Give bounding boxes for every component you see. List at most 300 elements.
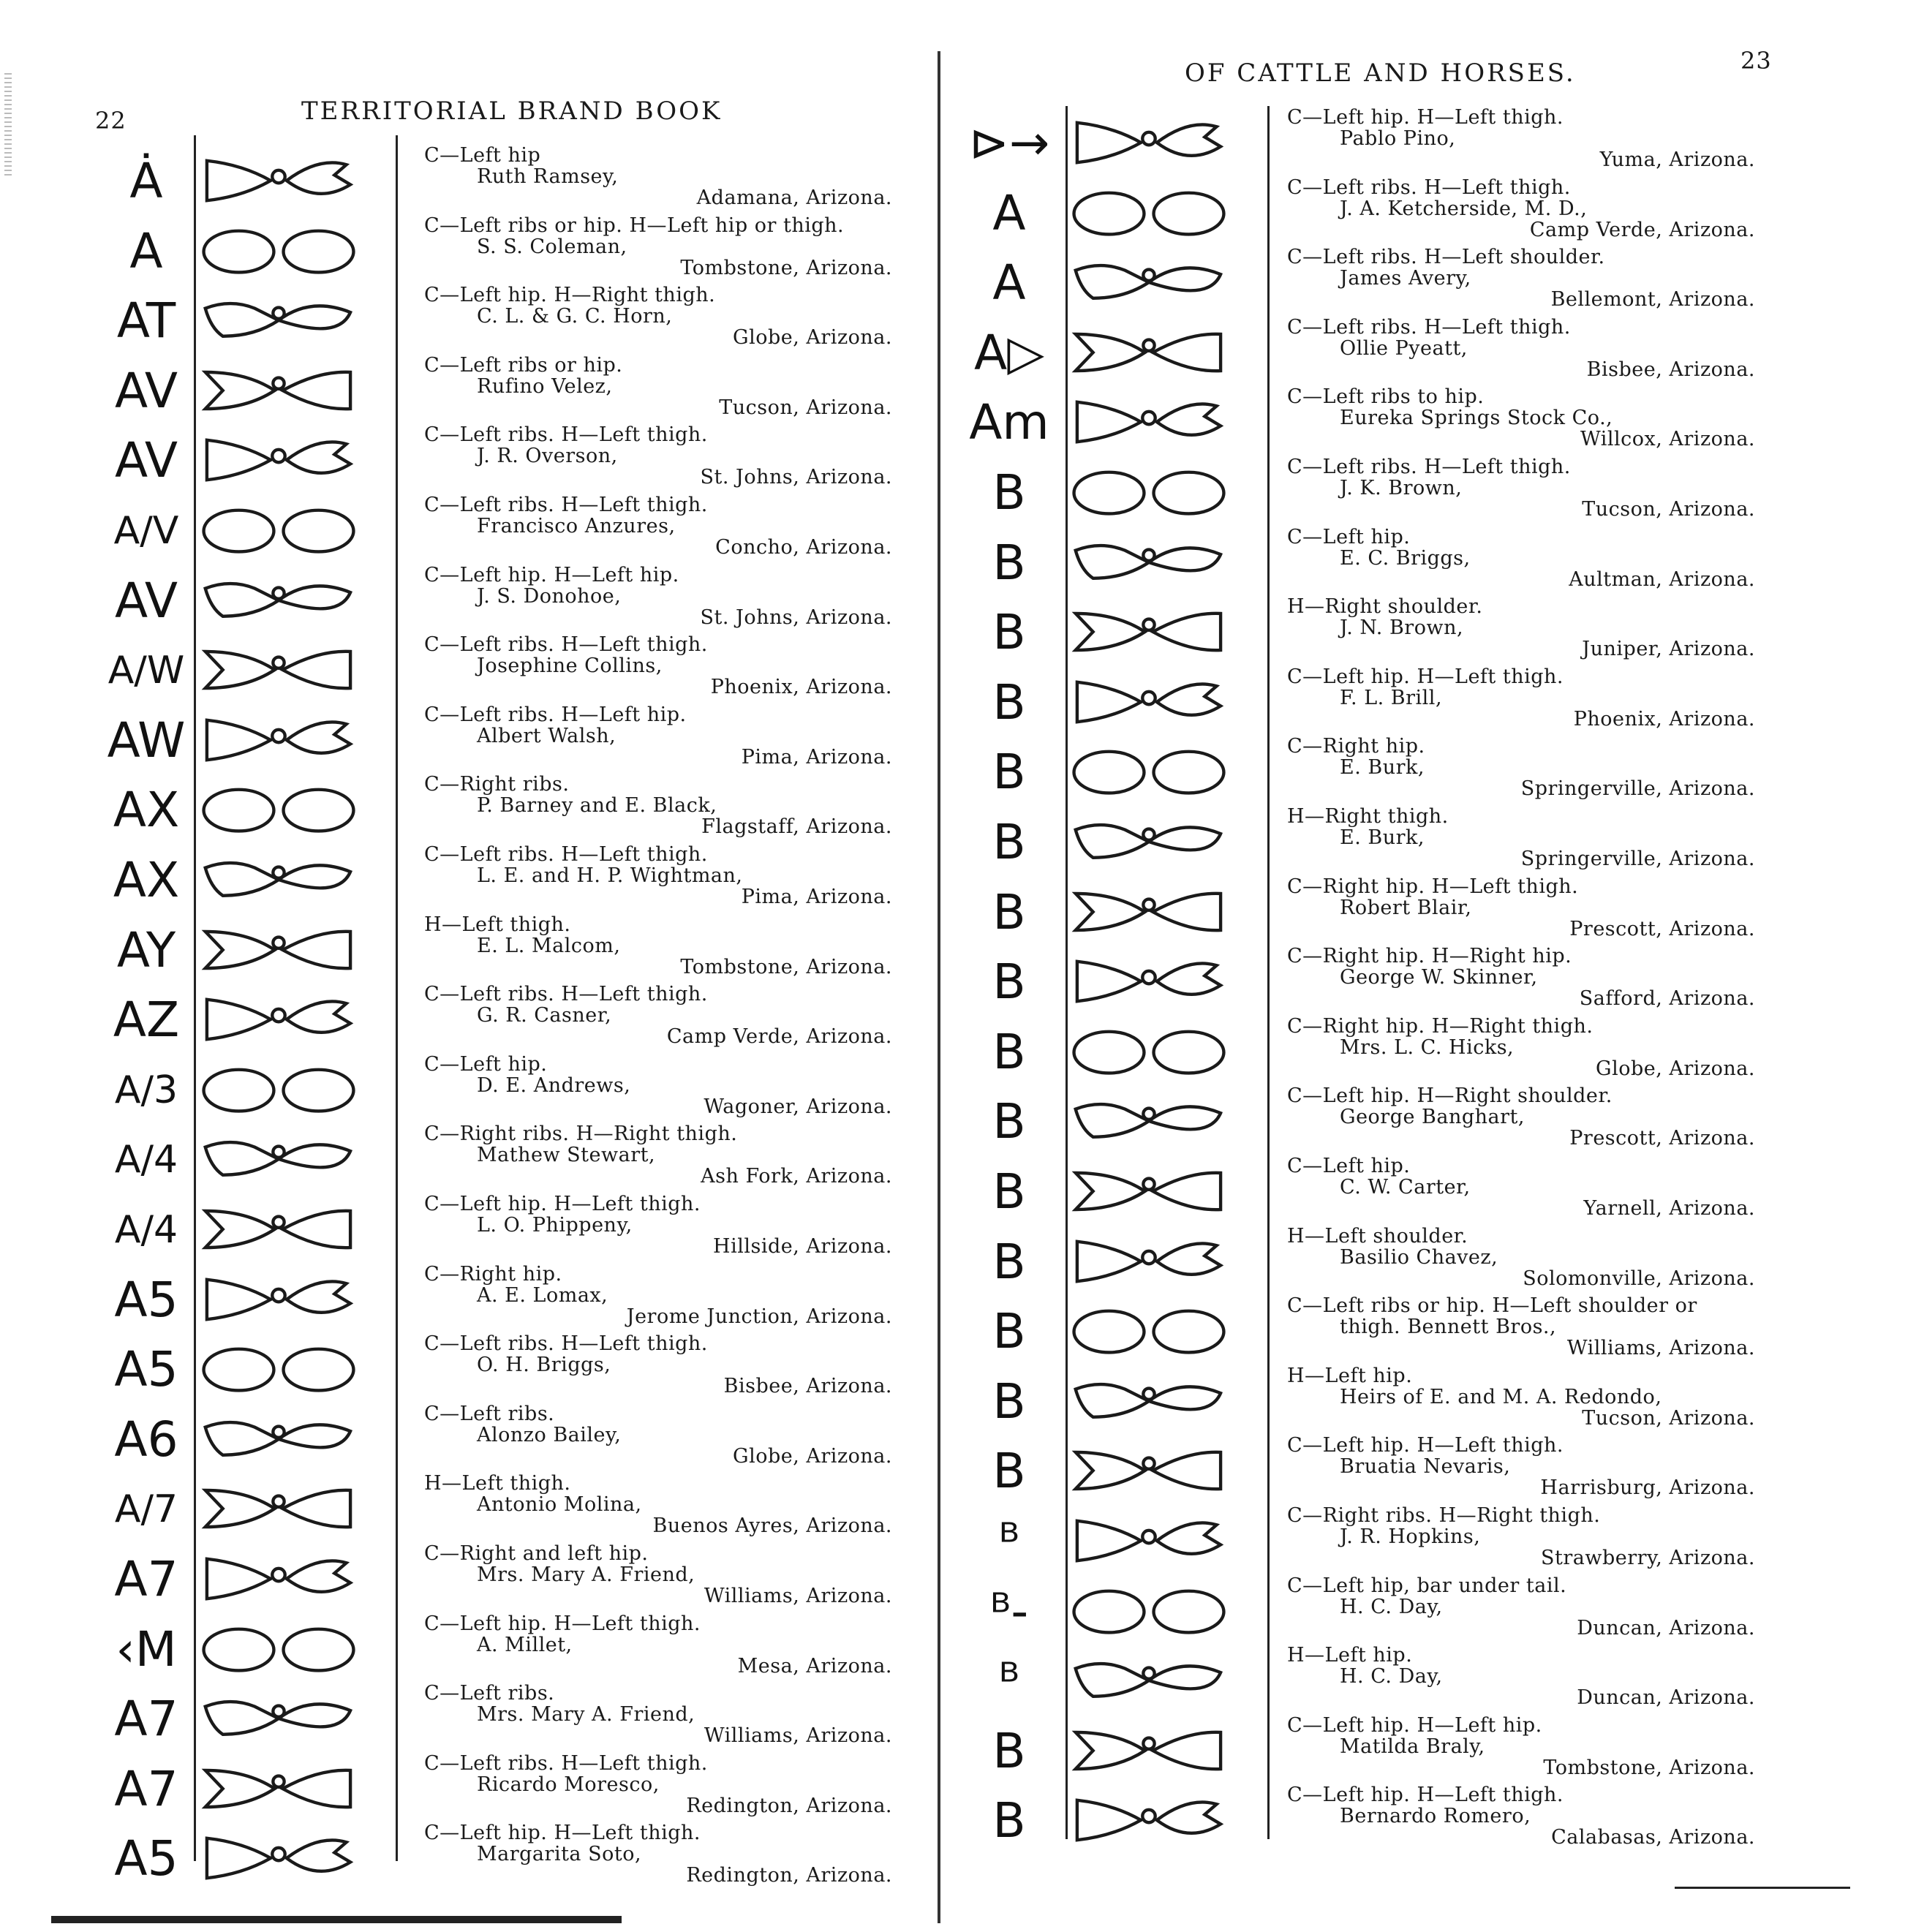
cattle-brand-mark: AV xyxy=(114,572,178,629)
brand-description xyxy=(1287,1435,1755,1501)
cattle-brand-mark: ᴮ- xyxy=(989,1582,1029,1639)
brand-location: C—Left ribs. H—Left thigh. xyxy=(1287,176,1571,199)
horse-brand-drawing xyxy=(199,362,358,419)
owner-name: Ricardo Moresco, xyxy=(477,1773,660,1796)
owner-place: Willcox, Arizona. xyxy=(1580,428,1755,451)
brand-description xyxy=(424,1613,892,1679)
owner-name: J. R. Overson, xyxy=(477,445,618,468)
horse-brand-drawing xyxy=(199,222,358,279)
owner-place: Tucson, Arizona. xyxy=(719,396,892,419)
cattle-brand-mark: B xyxy=(992,534,1026,591)
brand-description xyxy=(424,1683,892,1748)
horse-brand-drawing xyxy=(199,1620,358,1678)
brand-entry xyxy=(962,1294,1755,1367)
brand-entry xyxy=(962,525,1755,598)
brand-entry xyxy=(962,597,1755,668)
brand-entry xyxy=(99,1544,892,1615)
horse-brand-drawing xyxy=(1069,184,1229,241)
brand-location: C—Right hip. xyxy=(1287,735,1425,758)
brand-description xyxy=(1287,1085,1755,1151)
brand-entry xyxy=(962,385,1755,458)
horse-brand-drawing xyxy=(1069,603,1229,660)
horse-brand-drawing xyxy=(1069,1792,1229,1849)
brand-location: C—Left hip. xyxy=(424,1052,548,1076)
brand-description xyxy=(424,704,892,770)
owner-place: Globe, Arizona. xyxy=(733,1444,892,1468)
brand-location: H—Left hip. xyxy=(1287,1364,1413,1387)
owner-place: Tombstone, Arizona. xyxy=(680,256,892,279)
brand-entry xyxy=(99,1824,892,1894)
brand-location: C—Left ribs. H—Left thigh. xyxy=(1287,315,1571,339)
brand-entry xyxy=(99,1751,892,1825)
owner-name: Bernardo Romero, xyxy=(1340,1805,1531,1828)
brand-description xyxy=(1287,527,1755,592)
brand-entry xyxy=(962,248,1755,318)
brand-entry xyxy=(962,1713,1755,1786)
brand-description xyxy=(1287,1155,1755,1221)
brand-location: C—Left ribs. H—Left thigh. xyxy=(424,1751,708,1775)
owner-place: Buenos Ayres, Arizona. xyxy=(652,1514,892,1538)
running-head: TERRITORIAL BRAND BOOK xyxy=(301,97,723,126)
brand-entry xyxy=(962,1506,1755,1577)
brand-location: C—Left hip. H—Left thigh. xyxy=(1287,106,1564,129)
brand-entry xyxy=(99,146,892,216)
owner-place: Calabasas, Arizona. xyxy=(1551,1826,1755,1849)
brand-entry xyxy=(99,1052,892,1125)
owner-place: Adamana, Arizona. xyxy=(696,186,892,209)
owner-name: Ruth Ramsey, xyxy=(477,165,619,188)
brand-location: C—Right hip. H—Right hip. xyxy=(1287,945,1572,968)
horse-brand-drawing xyxy=(1069,883,1229,940)
cattle-brand-mark: A5 xyxy=(114,1271,178,1328)
owner-name: C. L. & G. C. Horn, xyxy=(477,305,673,328)
brand-entry xyxy=(962,1436,1755,1506)
horse-brand-drawing xyxy=(199,1550,358,1607)
owner-place: Flagstaff, Arizona. xyxy=(701,815,892,839)
brand-location: C—Left ribs. H—Left thigh. xyxy=(1287,456,1571,478)
brand-description xyxy=(424,844,892,910)
owner-place: Phoenix, Arizona. xyxy=(710,676,892,699)
brand-entry xyxy=(99,1684,892,1754)
brand-description xyxy=(424,494,892,560)
brand-description xyxy=(1287,1505,1755,1571)
brand-entry xyxy=(99,1402,892,1475)
owner-name: D. E. Andrews, xyxy=(477,1073,631,1097)
brand-description xyxy=(1287,666,1755,732)
cattle-brand-mark: ᴮ xyxy=(998,1653,1020,1710)
brand-location: C—Left ribs. xyxy=(424,1682,555,1705)
horse-brand-drawing xyxy=(1069,953,1229,1010)
owner-name: thigh. Bennett Bros., xyxy=(1340,1316,1557,1339)
brand-description xyxy=(1287,1784,1755,1850)
brand-location: C—Left hip xyxy=(424,144,541,167)
horse-brand-drawing xyxy=(1069,1233,1229,1290)
horse-brand-drawing xyxy=(1069,813,1229,870)
brand-location: C—Right and left hip. xyxy=(424,1542,649,1565)
brand-entry xyxy=(99,1195,892,1265)
owner-place: Safford, Arizona. xyxy=(1579,987,1755,1011)
brand-location: C—Left ribs. H—Left hip. xyxy=(424,703,687,726)
cattle-brand-mark: AV xyxy=(114,362,178,419)
cattle-brand-mark: ‹M xyxy=(116,1620,177,1678)
cattle-brand-mark: AX xyxy=(113,782,180,839)
horse-brand-drawing xyxy=(1069,1373,1229,1430)
cattle-brand-mark: B xyxy=(992,1233,1026,1290)
owner-name: A. Millet, xyxy=(477,1633,573,1656)
owner-place: Prescott, Arizona. xyxy=(1569,1127,1755,1150)
cattle-brand-mark: A▷ xyxy=(974,324,1044,381)
brand-entry xyxy=(99,845,892,916)
cattle-brand-mark: A7 xyxy=(114,1691,178,1748)
page-number: 23 xyxy=(1740,47,1772,75)
brand-entry xyxy=(99,1332,892,1405)
brand-entry xyxy=(99,1262,892,1335)
brand-description xyxy=(1287,317,1755,382)
horse-brand-drawing xyxy=(1069,1163,1229,1220)
owner-place: St. Johns, Arizona. xyxy=(700,605,892,629)
owner-place: Williams, Arizona. xyxy=(704,1585,892,1607)
brand-location: C—Left hip. H—Left thigh. xyxy=(424,1822,701,1845)
brand-entry xyxy=(99,353,892,426)
brand-description xyxy=(424,914,892,980)
owner-place: St. Johns, Arizona. xyxy=(700,466,892,489)
owner-place: Ash Fork, Arizona. xyxy=(701,1165,892,1188)
horse-brand-drawing xyxy=(199,1480,358,1537)
horse-brand-drawing xyxy=(199,1131,358,1188)
owner-place: Duncan, Arizona. xyxy=(1577,1686,1755,1710)
brand-description xyxy=(1287,1226,1755,1291)
brand-entry xyxy=(962,1224,1755,1297)
owner-place: Aultman, Arizona. xyxy=(1569,567,1755,591)
horse-brand-drawing xyxy=(1069,1722,1229,1779)
cattle-brand-mark: B xyxy=(992,1163,1026,1220)
horse-brand-drawing xyxy=(199,1411,358,1468)
brand-entry xyxy=(99,1474,892,1544)
horse-brand-drawing xyxy=(1069,1512,1229,1569)
brand-description xyxy=(424,424,892,490)
owner-name: C. W. Carter, xyxy=(1340,1176,1471,1199)
cattle-brand-mark: Am xyxy=(969,394,1049,451)
cattle-brand-mark: B xyxy=(992,1373,1026,1430)
cattle-brand-mark: AX xyxy=(113,852,180,908)
cattle-brand-mark: B xyxy=(992,744,1026,801)
horse-brand-drawing xyxy=(1069,1582,1229,1639)
owner-name: J. R. Hopkins, xyxy=(1340,1525,1481,1548)
brand-location: C—Left ribs or hip. H—Left hip or thigh. xyxy=(424,214,845,237)
owner-name: E. Burk, xyxy=(1340,826,1425,849)
cattle-brand-mark: A6 xyxy=(114,1411,178,1468)
brand-entry xyxy=(962,807,1755,878)
brand-location: C—Left hip. H—Left thigh. xyxy=(424,1193,701,1215)
owner-place: Duncan, Arizona. xyxy=(1577,1616,1755,1639)
brand-entry xyxy=(99,635,892,706)
owner-place: Concho, Arizona. xyxy=(715,536,892,559)
horse-brand-drawing xyxy=(1069,114,1229,171)
owner-name: Josephine Collins, xyxy=(477,654,663,678)
horse-brand-drawing xyxy=(199,1690,358,1747)
brand-entry xyxy=(962,315,1755,388)
cattle-brand-mark: A/4 xyxy=(114,1138,178,1182)
horse-brand-drawing xyxy=(199,1061,358,1118)
brand-description xyxy=(1287,246,1755,312)
cattle-brand-mark: B xyxy=(992,1023,1026,1080)
horse-brand-drawing xyxy=(1069,254,1229,311)
brand-location: C—Left hip. H—Left thigh. xyxy=(424,1612,701,1635)
bottom-rule xyxy=(1675,1887,1850,1889)
owner-name: Margarita Soto, xyxy=(477,1843,642,1866)
brand-description xyxy=(1287,876,1755,942)
cattle-brand-mark: B xyxy=(992,1792,1026,1849)
brand-location: C—Left ribs or hip. H—Left shoulder or xyxy=(1287,1294,1697,1318)
brand-location: H—Left hip. xyxy=(1287,1644,1413,1667)
brand-description xyxy=(1287,177,1755,243)
cattle-brand-mark: B xyxy=(992,814,1026,870)
brand-description xyxy=(424,1473,892,1539)
owner-name: E. L. Malcom, xyxy=(477,934,621,957)
owner-name: O. H. Briggs, xyxy=(477,1354,611,1377)
owner-name: F. L. Brill, xyxy=(1340,686,1443,709)
owner-name: Ollie Pyeatt, xyxy=(1340,336,1468,360)
owner-name: Francisco Anzures, xyxy=(477,515,676,537)
horse-brand-drawing xyxy=(1069,1302,1229,1359)
owner-place: Prescott, Arizona. xyxy=(1569,917,1755,940)
owner-place: Hillside, Arizona. xyxy=(713,1235,892,1258)
brand-entry xyxy=(99,703,892,776)
owner-name: Eureka Springs Stock Co., xyxy=(1340,407,1613,430)
brand-location: C—Left ribs. H—Left thigh. xyxy=(424,843,708,866)
brand-entry xyxy=(99,216,892,287)
brand-location: C—Left ribs. H—Left thigh. xyxy=(424,1332,708,1356)
owner-name: G. R. Casner, xyxy=(477,1004,612,1027)
brand-description xyxy=(424,1193,892,1259)
owner-name: Heirs of E. and M. A. Redondo, xyxy=(1340,1385,1662,1408)
horse-brand-drawing xyxy=(199,781,358,838)
brand-entry xyxy=(962,178,1755,249)
horse-brand-drawing xyxy=(1069,743,1229,800)
owner-name: S. S. Coleman, xyxy=(477,235,627,258)
owner-name: Mrs. Mary A. Friend, xyxy=(477,1563,695,1586)
brand-description xyxy=(424,215,892,281)
owner-name: J. A. Ketcherside, M. D., xyxy=(1340,197,1588,220)
cattle-brand-mark: AW xyxy=(107,712,186,769)
horse-brand-drawing xyxy=(199,292,358,349)
brand-entry xyxy=(962,1574,1755,1647)
brand-location: C—Left hip. H—Left hip. xyxy=(1287,1713,1542,1737)
owner-name: J. N. Brown, xyxy=(1340,616,1464,640)
horse-brand-drawing xyxy=(199,641,358,698)
owner-name: Albert Walsh, xyxy=(477,724,616,747)
owner-name: L. E. and H. P. Wightman, xyxy=(477,864,743,887)
horse-brand-drawing xyxy=(1069,464,1229,521)
horse-brand-drawing xyxy=(199,1201,358,1258)
cattle-brand-mark: B xyxy=(992,673,1026,731)
horse-brand-drawing xyxy=(1069,1652,1229,1709)
horse-brand-drawing xyxy=(1069,1023,1229,1080)
brand-description xyxy=(1287,736,1755,801)
horse-brand-drawing xyxy=(1069,534,1229,591)
cattle-brand-mark: Ȧ xyxy=(129,153,163,209)
cattle-brand-mark: A/W xyxy=(108,649,185,693)
cattle-brand-mark: A5 xyxy=(114,1830,178,1887)
owner-place: Bellemont, Arizona. xyxy=(1550,288,1755,312)
brand-entry xyxy=(962,737,1755,807)
horse-brand-drawing xyxy=(1069,324,1229,381)
brand-entry xyxy=(962,947,1755,1017)
owner-name: E. Burk, xyxy=(1340,756,1425,780)
brand-description xyxy=(1287,107,1755,173)
brand-entry xyxy=(99,985,892,1055)
owner-place: Camp Verde, Arizona. xyxy=(1529,218,1755,241)
brand-description xyxy=(424,1753,892,1819)
owner-place: Harrisburg, Arizona. xyxy=(1540,1476,1755,1500)
owner-name: Rufino Velez, xyxy=(477,374,613,398)
owner-name: George W. Skinner, xyxy=(1340,966,1538,989)
owner-place: Williams, Arizona. xyxy=(704,1724,892,1748)
brand-description xyxy=(1287,946,1755,1011)
owner-place: Redington, Arizona. xyxy=(686,1794,892,1817)
cattle-brand-mark: A xyxy=(129,222,163,279)
cattle-brand-mark: AV xyxy=(114,432,178,489)
brand-location: H—Left shoulder. xyxy=(1287,1224,1468,1248)
cattle-brand-mark: B xyxy=(992,1722,1026,1779)
horse-brand-drawing xyxy=(199,851,358,908)
brand-description xyxy=(1287,1016,1755,1082)
brand-entry xyxy=(962,458,1755,528)
brand-description xyxy=(424,565,892,630)
owner-name: Mrs. Mary A. Friend, xyxy=(477,1703,695,1727)
cattle-brand-mark: B xyxy=(992,1303,1026,1360)
brand-entry xyxy=(99,496,892,566)
cattle-brand-mark: B xyxy=(992,604,1026,661)
horse-brand-drawing xyxy=(199,712,358,769)
owner-place: Pima, Arizona. xyxy=(741,886,892,908)
owner-name: Pablo Pino, xyxy=(1340,127,1456,150)
cattle-brand-mark: A xyxy=(992,254,1026,312)
brand-entry xyxy=(99,1612,892,1685)
horse-brand-drawing xyxy=(1069,393,1229,450)
owner-place: Tombstone, Arizona. xyxy=(1543,1756,1755,1779)
owner-place: Globe, Arizona. xyxy=(733,326,892,350)
running-head: OF CATTLE AND HORSES. xyxy=(1185,59,1576,88)
owner-place: Jerome Junction, Arizona. xyxy=(626,1305,892,1328)
brand-entry xyxy=(99,286,892,356)
owner-place: Bisbee, Arizona. xyxy=(723,1375,892,1398)
brand-location: C—Left ribs to hip. xyxy=(1287,385,1485,409)
cattle-brand-mark: AY xyxy=(116,921,176,978)
horse-brand-drawing xyxy=(1069,673,1229,731)
cattle-brand-mark: AT xyxy=(116,293,176,350)
brand-location: C—Left hip. H—Right thigh. xyxy=(424,284,716,307)
brand-location: C—Left ribs. H—Left thigh. xyxy=(424,494,708,516)
brand-entry xyxy=(99,913,892,986)
owner-name: P. Barney and E. Black, xyxy=(477,794,717,818)
brand-entry xyxy=(962,665,1755,738)
brand-description xyxy=(424,1054,892,1120)
brand-location: C—Right hip. xyxy=(424,1262,562,1286)
horse-brand-drawing xyxy=(199,431,358,488)
cattle-brand-mark: AZ xyxy=(113,992,180,1049)
owner-place: Yarnell, Arizona. xyxy=(1583,1197,1755,1220)
brand-location: C—Left ribs. H—Left thigh. xyxy=(424,633,708,657)
horse-brand-drawing xyxy=(1069,1093,1229,1150)
brand-entry xyxy=(99,423,892,496)
owner-name: A. E. Lomax, xyxy=(477,1283,608,1307)
brand-entry xyxy=(962,1084,1755,1157)
brand-location: C—Left hip. H—Left thigh. xyxy=(1287,665,1564,688)
brand-location: C—Left ribs or hip. xyxy=(424,353,623,377)
brand-description xyxy=(424,1333,892,1399)
cattle-brand-mark: A7 xyxy=(114,1760,178,1817)
brand-location: C—Left hip. H—Left thigh. xyxy=(1287,1784,1564,1807)
owner-name: James Avery, xyxy=(1340,267,1471,290)
brand-description xyxy=(424,284,892,350)
horse-brand-drawing xyxy=(199,1271,358,1328)
brand-location: C—Left ribs. H—Left thigh. xyxy=(424,983,708,1006)
brand-location: H—Right shoulder. xyxy=(1287,595,1483,619)
brand-description xyxy=(1287,1575,1755,1641)
owner-name: J. K. Brown, xyxy=(1340,477,1463,499)
owner-place: Redington, Arizona. xyxy=(686,1864,892,1887)
brand-description xyxy=(424,355,892,420)
brand-entry xyxy=(99,563,892,636)
brand-location: C—Left ribs. H—Left shoulder. xyxy=(1287,246,1605,269)
cattle-brand-mark: B xyxy=(992,1443,1026,1500)
cattle-brand-mark: B xyxy=(992,954,1026,1011)
page-number: 22 xyxy=(95,107,127,135)
brand-location: H—Left thigh. xyxy=(424,1472,571,1495)
owner-name: Mrs. L. C. Hicks, xyxy=(1340,1035,1515,1059)
horse-brand-drawing xyxy=(199,921,358,978)
brand-location: C—Right ribs. H—Right thigh. xyxy=(424,1122,738,1146)
owner-place: Springerville, Arizona. xyxy=(1520,777,1755,801)
brand-entry xyxy=(99,1122,892,1195)
brand-entry xyxy=(962,1157,1755,1227)
gutter-rule xyxy=(938,51,940,1923)
owner-place: Tucson, Arizona. xyxy=(1582,1406,1755,1430)
brand-location: C—Right ribs. xyxy=(424,773,570,796)
brand-description xyxy=(1287,596,1755,662)
brand-description xyxy=(1287,1715,1755,1781)
brand-location: C—Right hip. H—Right thigh. xyxy=(1287,1014,1593,1038)
right-page xyxy=(943,0,1916,1932)
horse-brand-drawing xyxy=(1069,1442,1229,1499)
brand-description xyxy=(1287,386,1755,452)
cattle-brand-mark: B xyxy=(992,1093,1026,1150)
brand-entry xyxy=(962,875,1755,948)
brand-description xyxy=(1287,456,1755,522)
owner-place: Globe, Arizona. xyxy=(1596,1057,1755,1080)
brand-description xyxy=(1287,1295,1755,1361)
brand-location: H—Right thigh. xyxy=(1287,805,1449,828)
brand-description xyxy=(424,1822,892,1888)
owner-name: Alonzo Bailey, xyxy=(477,1423,622,1446)
horse-brand-drawing xyxy=(199,1760,358,1817)
cattle-brand-mark: A/3 xyxy=(114,1068,178,1112)
brand-entry xyxy=(962,1646,1755,1716)
horse-brand-drawing xyxy=(199,991,358,1048)
owner-name: H. C. Day, xyxy=(1340,1595,1443,1618)
brand-location: C—Right hip. H—Left thigh. xyxy=(1287,875,1579,898)
owner-place: Bisbee, Arizona. xyxy=(1586,358,1755,381)
brand-location: C—Right ribs. H—Right thigh. xyxy=(1287,1504,1601,1527)
owner-name: Robert Blair, xyxy=(1340,896,1472,919)
brand-description xyxy=(424,774,892,839)
owner-place: Yuma, Arizona. xyxy=(1599,148,1755,171)
horse-brand-drawing xyxy=(199,1340,358,1397)
cattle-brand-mark: A5 xyxy=(114,1341,178,1398)
cattle-brand-mark: A7 xyxy=(114,1551,178,1607)
owner-place: Mesa, Arizona. xyxy=(737,1654,892,1678)
